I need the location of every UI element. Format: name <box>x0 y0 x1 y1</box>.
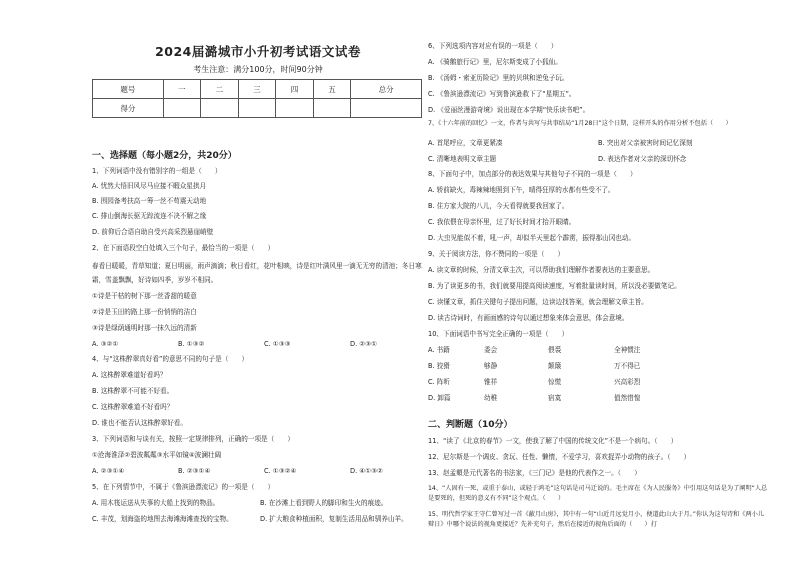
question-option: B. ①③② <box>178 340 205 348</box>
word-item: 够静 <box>484 362 498 370</box>
score-cell[interactable] <box>163 99 201 118</box>
score-header-cell: 总分 <box>351 80 422 99</box>
question-line: 2、在下面语段空白处填入三个句子，最恰当的一项是（ ） <box>92 244 275 252</box>
score-header-cell: 五 <box>313 80 351 99</box>
question-passage: 春看日暖暖，青草知道；夏日明丽，雨声滴滴；秋日看红，花叶相映，诗是红叶满风里一滴无无穷的清池；冬日寒霜，雪盖飘飘，好诗如四季，岁岁不相同。 <box>92 262 422 284</box>
score-header-cell: 三 <box>238 80 276 99</box>
question-option: A. 忧然大悟旧风尽马应接不暇众星拱月 <box>92 182 207 190</box>
question-line: 7、《十六年前的回忆》一文，作者与共写与共事结局“1月28日”这个日期，这样开头的作用分析不包括（ ） <box>428 120 732 127</box>
question-sentence: ②诗是玉田的路上那一份悄悄的洁白 <box>92 308 197 316</box>
question-option: D. ②③① <box>350 340 378 348</box>
question-sentence: ①诗是干枯的树下那一丝香甜的暖意 <box>92 292 197 300</box>
question-option: B. ②③①④ <box>178 467 211 475</box>
judge-question: 12、尼尔斯是一个调皮、贪玩、任性、懒惰，不爱学习，喜欢捉弄小动物的孩子。（ ） <box>428 453 691 461</box>
question-option: C. ①③②④ <box>264 467 297 475</box>
question-line: 9、关于阅读方法，你不赞同的一项是（ ） <box>428 250 565 258</box>
question-option: B. 突出对父亲被害时间记忆深刻 <box>598 139 693 147</box>
word-item: C. 阵昕 <box>428 378 450 386</box>
question-option: C. ①③③ <box>264 340 291 348</box>
question-option: A. ②③①④ <box>92 467 125 475</box>
score-header-cell: 四 <box>276 80 314 99</box>
question-option: D. 《爱丽丝漫游奇境》说出现在本学期“快乐读书吧”。 <box>428 106 590 114</box>
question-option: B. 这株醉翠不可能不好看。 <box>92 387 174 395</box>
score-cell[interactable] <box>201 99 239 118</box>
word-item: 惊慌 <box>548 378 562 386</box>
question-option: B. 《汤姆・索亚历险记》里的贝琪和逆兔子玩。 <box>428 74 569 82</box>
question-option: A. 用木筏运送从失事的大船上找到的物品。 <box>92 499 220 507</box>
question-line: 4、与“这株醉翠真好看”的意思不同的句子是（ ） <box>92 355 249 363</box>
section2-heading: 二、判断题（10分） <box>428 420 513 430</box>
question-sentence: ③诗是绿荫通明时那一抹久远的清新 <box>92 324 197 332</box>
word-item: D. 卸篇 <box>428 394 451 402</box>
score-row-label: 得分 <box>93 99 164 118</box>
judge-question: 14、“人固有一死，或重于泰山，或轻于鸿毛”这句话是司马迁说的。毛主席在《为人民服务》中引用这句话是为了阐明“人总是要死的，但死的意义有不同”这个观点。（ ） <box>428 485 768 502</box>
question-option: C. 排山倒海长驱无踪流连不决不解之缘 <box>92 212 207 220</box>
word-item: 颠簸 <box>548 362 562 370</box>
score-table-header-row <box>93 80 422 99</box>
question-option: B. 在沙滩上看到野人的脚印和生火的痕迹。 <box>260 499 388 507</box>
word-item: 幼稚 <box>484 394 498 402</box>
question-option: B. 围园备考扶高一筹一丝不苟震天动地 <box>92 197 207 205</box>
question-option: C. 读懂文章，抓住关键句子提出问题，边读边找答案，就会理解文章主旨。 <box>428 298 648 306</box>
question-option: A. 读文章的时候，分清文章主次，可以帮助我们理解作者要表达的主要意思。 <box>428 266 655 274</box>
score-header-cell: 二 <box>201 80 239 99</box>
question-line: 8、下面句子中，加点部分的表达效果与其他句子不同的一项是（ ） <box>428 170 637 178</box>
question-sentence: ①沧海淮泽②碧波粼粼③水平如镜④波澜壮阔 <box>92 451 222 459</box>
question-option: C. 我依偎在母亲怀里，过了好长时间才抬开眼睛。 <box>428 218 576 226</box>
question-option: A. 轿前缺火，毒辣辣地照到下午，晴得狂厚的水都有些受不了。 <box>428 186 615 194</box>
question-option: D. 前仰后合语自助自受兴高采烈悬崖峭壁 <box>92 228 214 236</box>
word-item: 锥祥 <box>484 378 498 386</box>
section1-heading: 一、选择题（每小题2分，共20分） <box>92 151 237 161</box>
question-option: D. 大虫见能似不着，吼一声，却似半天里起个霹雳，振得那山冈也动。 <box>428 234 636 242</box>
question-option: C. 《鲁滨逊漂流记》写到鲁滨逊救下了“星期五”。 <box>428 90 576 98</box>
question-option: D. 读古诗词时，有画面感的诗句以通过想象来体会意思，体会意境。 <box>428 314 629 322</box>
question-option: C. 这株醉翠难道不好看吗？ <box>92 403 174 411</box>
question-option: B. 为了读更多的书，我们就要用提高阅读速度，写着批量读时间，所以没必要做笔记。 <box>428 282 681 290</box>
question-option: B. 住方家大院的八儿，今天看得就要我回家了。 <box>428 202 569 210</box>
word-item: 委会 <box>484 346 498 354</box>
question-option: C. 清晰地表明文章主题 <box>428 155 497 163</box>
question-line: 5、在下列情节中，不属于《鲁滨逊漂流记》的一项是（ ） <box>92 483 275 491</box>
question-option: D. 谁也不能否认这株醉翠好看。 <box>92 419 187 427</box>
word-item: A. 书籍 <box>428 346 450 354</box>
word-item: B. 狡猾 <box>428 362 450 370</box>
score-cell[interactable] <box>313 99 351 118</box>
word-item: 全神惯注 <box>614 346 641 354</box>
score-cell[interactable] <box>351 99 422 118</box>
score-table <box>92 79 422 118</box>
word-item: 值然惜惶 <box>614 394 641 402</box>
score-header-cell: 一 <box>163 80 201 99</box>
question-option: A. 这株醉翠难道好看吗？ <box>92 371 167 379</box>
judge-question: 13、赵孟頫是元代著名的书法家，《三门记》是他的代表作之一。（ ） <box>428 469 641 477</box>
question-line: 10、下面词语中书写完全正确的一项是（ ） <box>428 330 569 338</box>
right-column <box>428 0 768 562</box>
judge-question: 11、“读了《北京的春节》一文，使我了解了中国的传统文化”不是一个病句。（ ） <box>428 437 678 445</box>
question-option: D. ④①③② <box>350 467 383 475</box>
word-item: 万不得已 <box>614 362 641 370</box>
question-option: A. 首尾呼应，文章更紧凑 <box>428 139 503 147</box>
judge-question: 15、明代哲学家王守仁曾写过一首《蔽月山房》，其中有一句“山近月远觉月小，便道此山大于月。”你认为这句诗和《两小儿辩日》中哪个说法的视角更接近？先补充句子，然后在接近的视角后面的（ ）打 <box>428 511 765 528</box>
question-option: C. 丰茂，划海盗的地图去海滩海滩查找的宝物。 <box>92 515 233 523</box>
question-option: D. 扩大粮食种植面积，复制生活用品和驯养山羊。 <box>260 515 408 523</box>
question-line: 6、下列选项内容对应有误的一项是（ ） <box>428 42 558 50</box>
question-option: A. ③②① <box>92 340 119 348</box>
question-option: D. 表达作者对父亲的深切怀念 <box>598 155 687 163</box>
word-item: 偎裘 <box>548 346 562 354</box>
word-item: 宿寞 <box>548 394 562 402</box>
question-option: A. 《骑鹅旅行记》里，尼尔斯变成了小狐仙。 <box>428 58 562 66</box>
left-column <box>92 0 424 562</box>
score-cell[interactable] <box>276 99 314 118</box>
score-cell[interactable] <box>238 99 276 118</box>
question-line: 1、下列词语中没有错别字的一组是（ ） <box>92 167 222 175</box>
exam-notice: 考生注意：满分100分，时间90分钟 <box>193 65 323 74</box>
question-line: 3、下列词语和与谈有关，按照一定规律排列，正确的一项是（ ） <box>92 435 295 443</box>
paper-title: 2024届潞城市小升初考试语文试卷 <box>155 44 361 59</box>
score-header-cell: 题号 <box>93 80 164 99</box>
word-item: 兴高彩烈 <box>614 378 641 386</box>
score-table-score-row <box>93 99 422 118</box>
